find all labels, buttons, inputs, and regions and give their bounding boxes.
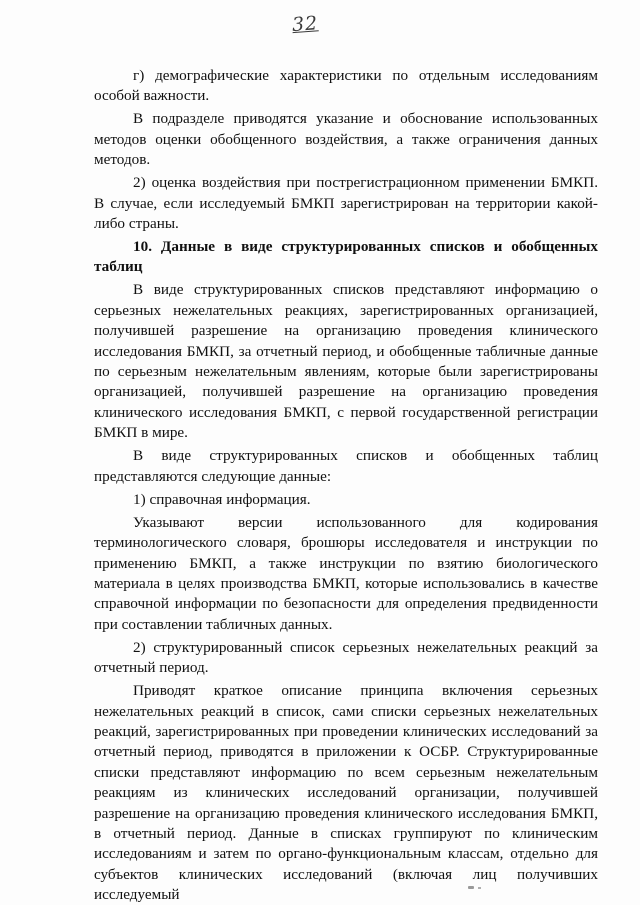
paragraph-versions: Указывают версии использованного для кодирования терминологического словаря, брошюры исследователя и инструкции по применению БМКП, а также инструкции по взятию биологического материала в целях производства БМКП, которые использовались в качестве справочной информации по безопасности для определения предвиденности при составлении табличных данных. bbox=[94, 513, 598, 633]
section-heading: 10. Данные в виде структурированных списков и обобщенных таблиц bbox=[94, 238, 598, 276]
paragraph-reference-info: 1) справочная информация. bbox=[133, 490, 311, 508]
scan-speck bbox=[478, 887, 481, 889]
scan-speck bbox=[468, 886, 474, 889]
paragraph-data-presented: В виде структурированных списков и обобщенных таблиц представляются следующие данные: bbox=[94, 447, 598, 485]
paragraph-structured-lists: В виде структурированных списков представляют информацию о серьезных нежелательных реакциях, зарегистрированных организацией, получившей разрешение на организацию проведения клинического исследования БМКП, за отчетный период, и обобщенные табличные данные по серьезным нежелательным явлениям, которые были зарегистрированы организацией, получившей разрешение на организацию проведения клинического исследования БМКП, с первой государственной регистрации БМКП в мире. bbox=[94, 281, 598, 442]
paragraph-methods: В подразделе приводятся указание и обоснование использованных методов оценки обобщенного воздействия, а также ограничения данных методов. bbox=[94, 110, 598, 169]
paragraph-structured-list-title: 2) структурированный список серьезных нежелательных реакций за отчетный период. bbox=[94, 638, 598, 677]
document-body bbox=[94, 66, 598, 908]
page-number: 32 bbox=[291, 12, 319, 37]
paragraph-inclusion-principle: Приводят краткое описание принципа включения серьезных нежелательных реакций в список, сами списки серьезных нежелательных реакций, зарегистрированных при проведении клинических исследований за отчетный период, приводятся в приложении к ОСБР. Структурированные списки представляют информацию по всем серьезным нежелательным реакциям из клинических исследований организации, получившей разрешение на организацию проведения клинического исследования БМКП, в отчетный период. Данные в списках группируют по клиническим исследованиям и затем по органо-функциональным классам, отдельно для субъектов клинических исследований (включая лиц получивших исследуемый bbox=[94, 682, 598, 904]
paragraph-postregistration: 2) оценка воздействия при пострегистрационном применении БМКП. В случае, если исследуемый БМКП зарегистрирован на территории какой-либо страны. bbox=[94, 174, 598, 233]
paragraph-demographics: г) демографические характеристики по отдельным исследованиям особой важности. bbox=[94, 67, 598, 105]
